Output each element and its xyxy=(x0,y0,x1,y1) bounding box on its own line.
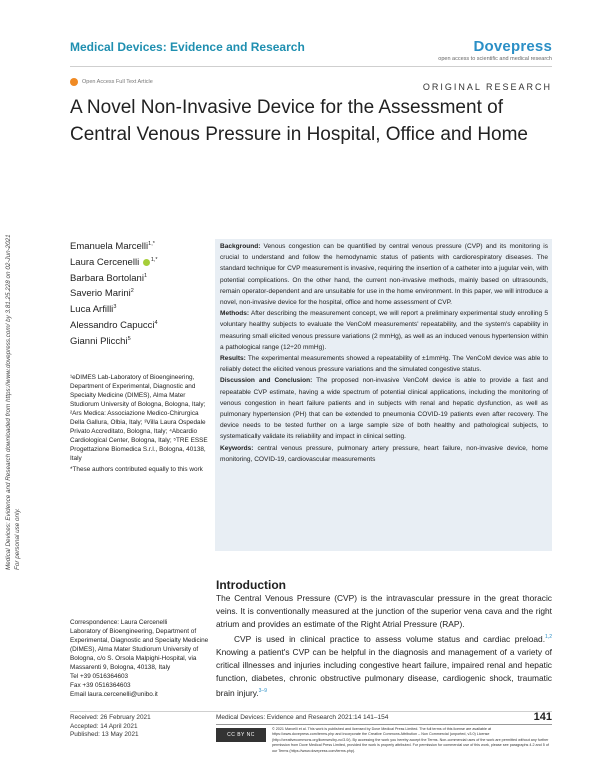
publisher-brand[interactable] xyxy=(438,38,552,62)
correspondence-label: Correspondence: Laura Cercenelli xyxy=(70,619,168,626)
article-dates xyxy=(70,714,151,740)
author[interactable]: Luca Arfilli$^3$ xyxy=(70,304,117,316)
published-date: Published: 13 May 2021 xyxy=(70,731,139,738)
brand-tagline: open access to scientific and medical research xyxy=(438,56,552,62)
intro-paragraph-1: The Central Venous Pressure (CVP) is the intravascular pressure in the great thoracic veins. It is conventionally measured at the junction of the superior vena cava and the right atrium and provides an estimate of the Right Atrial Pressure (RAP). xyxy=(216,593,552,630)
author-list xyxy=(70,238,158,348)
article-type: ORIGINAL RESEARCH xyxy=(422,82,552,92)
methods-label: Methods: xyxy=(220,310,250,318)
discussion-text: The proposed non-invasive VenCoM device is able to provide a fast and repeatable CVP estimate, having a wide spectrum of potential clinical applications, including the monitoring of venous congestion in heart failure patients and in subjects with renal and hepatic dysfunction, as well as pulmonary hypertension (PH) that can be extended to pneumonia COVID-19 patients even after recovery. The device needs to be tested further on a large sample size of both healthy and pathological subjects, to systematically validate its reliability and impact in clinical setting. xyxy=(220,377,548,441)
license-divider xyxy=(216,724,552,725)
open-access-label xyxy=(70,78,153,86)
keywords-label: Keywords: xyxy=(220,444,254,452)
author[interactable]: Alessandro Capucci$^4$ xyxy=(70,319,158,331)
license-text: © 2021 Marcelli et al. This work is published and licensed by Dove Medical Press Limited. The full terms of this license are available at https://www.dovepress.com/terms.php and incorporate the Creative Commons Attribution – Non Commercial (unported, v3.0) License (http://creativecommons.org/licenses/by-nc/3.0/). By accessing the work you hereby accept the Terms. Non-commercial uses of the work are permitted without any further permission from Dove Medical Press Limited, provided the work is properly attributed. For permission for commercial use of this work, please see paragraphs 4.2 and 5 of our Terms (https://www.dovepress.com/terms.php). xyxy=(272,727,549,753)
received-date: Received: 26 February 2021 xyxy=(70,714,151,721)
correspondence-fax: Fax +39 0516364603 xyxy=(70,682,131,689)
page-number: 141 xyxy=(533,711,552,723)
author[interactable]: Saverio Marini$^2$ xyxy=(70,288,134,300)
journal-citation: Medical Devices: Evidence and Research 2021:14 141–154 xyxy=(216,714,389,721)
footer-divider xyxy=(70,711,552,712)
affiliations: ¹eDIMES Lab-Laboratory of Bioengineering, Department of Experimental, Diagnostic and Specialty Medicine (DIMES), Alma Mater Studiorum University of Bologna, Bologna, Italy; ²Ars Medica: Associazione Medico-Chirurgica Della Gallura, Olbia, Italy; ³Villa Laura Ospedale Privato Accreditato, Bologna, Italy; ⁴Abcardio Cardiological Center, Bologna, Italy; ⁵TRE ESSE Progettazione Biomedica S.r.l., Bologna, 40138, Italy xyxy=(70,374,208,462)
article-title: A Novel Non-Invasive Device for the Assessment of Central Venous Pressure in Hospital, Office and Home xyxy=(70,97,528,145)
journal-name[interactable]: Medical Devices: Evidence and Research xyxy=(70,40,305,54)
correspondence xyxy=(70,618,210,699)
open-access-text: Open Access Full Text Article xyxy=(82,79,153,85)
side-note-source: Medical Devices: Evidence and Research downloaded from https://www.dovepress.com/ by 3.81.25.228 on 02-Jun-2021 xyxy=(5,234,12,570)
discussion-label: Discussion and Conclusion: xyxy=(220,377,313,385)
methods-text: After describing the measurement concept, we will report a preliminary experimental study enrolling 5 voluntary healthy subjects to evaluate the VenCoM measurements' repeatability, and the system's capability in measuring small elicited venous pressure variations (2 mmHg), as well as an induced venous hypertension within a pathological range (12÷20 mmHg). xyxy=(220,310,548,351)
brand-name: Dovepress xyxy=(473,38,552,55)
results-label: Results: xyxy=(220,355,246,363)
background-label: Background: xyxy=(220,243,261,250)
correspondence-email[interactable]: Email laura.cercenelli@unibo.it xyxy=(70,691,158,698)
citation-link[interactable]: 3–9 xyxy=(258,688,268,695)
creative-commons-badge-icon[interactable]: CC BY NC xyxy=(216,728,266,742)
equal-contribution-note: *These authors contributed equally to this work xyxy=(70,466,203,473)
introduction-heading: Introduction xyxy=(216,578,286,592)
author[interactable]: Barbara Bortolani$^1$ xyxy=(70,272,147,284)
intro-paragraph-2: CVP is used in clinical practice to assess volume status and cardiac preload.$^{1,2}$ Knowing a patient's CVP can be helpful in the diagnosis and management of a variety of critical illnesses and injuries including congestive heart failure, impaired renal and hepatic function, diabetes, chronic obstructive pulmonary disease, cardiogenic shock, traumatic brain injury.$^{3-9}$ xyxy=(216,634,552,699)
citation-link[interactable]: 1,2 xyxy=(545,634,552,641)
correspondence-tel: Tel +39 0516364603 xyxy=(70,673,129,680)
abstract xyxy=(220,241,548,465)
orcid-icon[interactable] xyxy=(143,259,150,266)
keywords-text: central venous pressure, pulmonary artery pressure, heart failure, non-invasive device, home monitoring, COVID-19, cardiovascular measurements xyxy=(220,444,548,463)
author[interactable]: Emanuela Marcelli$^{1,*}$ xyxy=(70,241,155,253)
open-access-lock-icon xyxy=(70,78,78,86)
background-text: Venous congestion can be quantified by central venous pressure (CVP) and its monitoring is crucial to understand and follow the hemodynamic status of patients with cardiorespiratory diseases. The standard technique for CVP measurement is invasive, requiring the insertion of a catheter into a jugular vein, with potential complications. On the other hand, the current non-invasive methods, mainly based on ultrasounds, remain operator-dependent and are unsuitable for use in the home environment. In this paper, we will introduce a novel, non-invasive device for the hospital, office and home assessment of CVP. xyxy=(220,243,548,307)
results-text: The experimental measurements showed a repeatability of ±1mmHg. The VenCoM device was able to reliably detect the elicited venous pressure variations and the simulated congestive status. xyxy=(220,355,548,374)
author[interactable]: Laura Cercenelli $^{1,*}$ xyxy=(70,256,158,268)
accepted-date: Accepted: 14 April 2021 xyxy=(70,722,138,730)
correspondence-address: Laboratory of Bioengineering, Department of Experimental, Diagnostic and Specialty Medicine (DIMES), Alma Mater Studiorum University of Bologna, c/o S. Orsola Malpighi-Hospital, via Massarenti 9, Bologna, 40138, Italy xyxy=(70,628,209,671)
author[interactable]: Gianni Plicchi$^5$ xyxy=(70,335,131,347)
download-side-note xyxy=(4,150,44,570)
header-divider xyxy=(70,66,552,67)
side-note-use: For personal use only. xyxy=(14,508,21,570)
introduction-body xyxy=(216,592,552,700)
